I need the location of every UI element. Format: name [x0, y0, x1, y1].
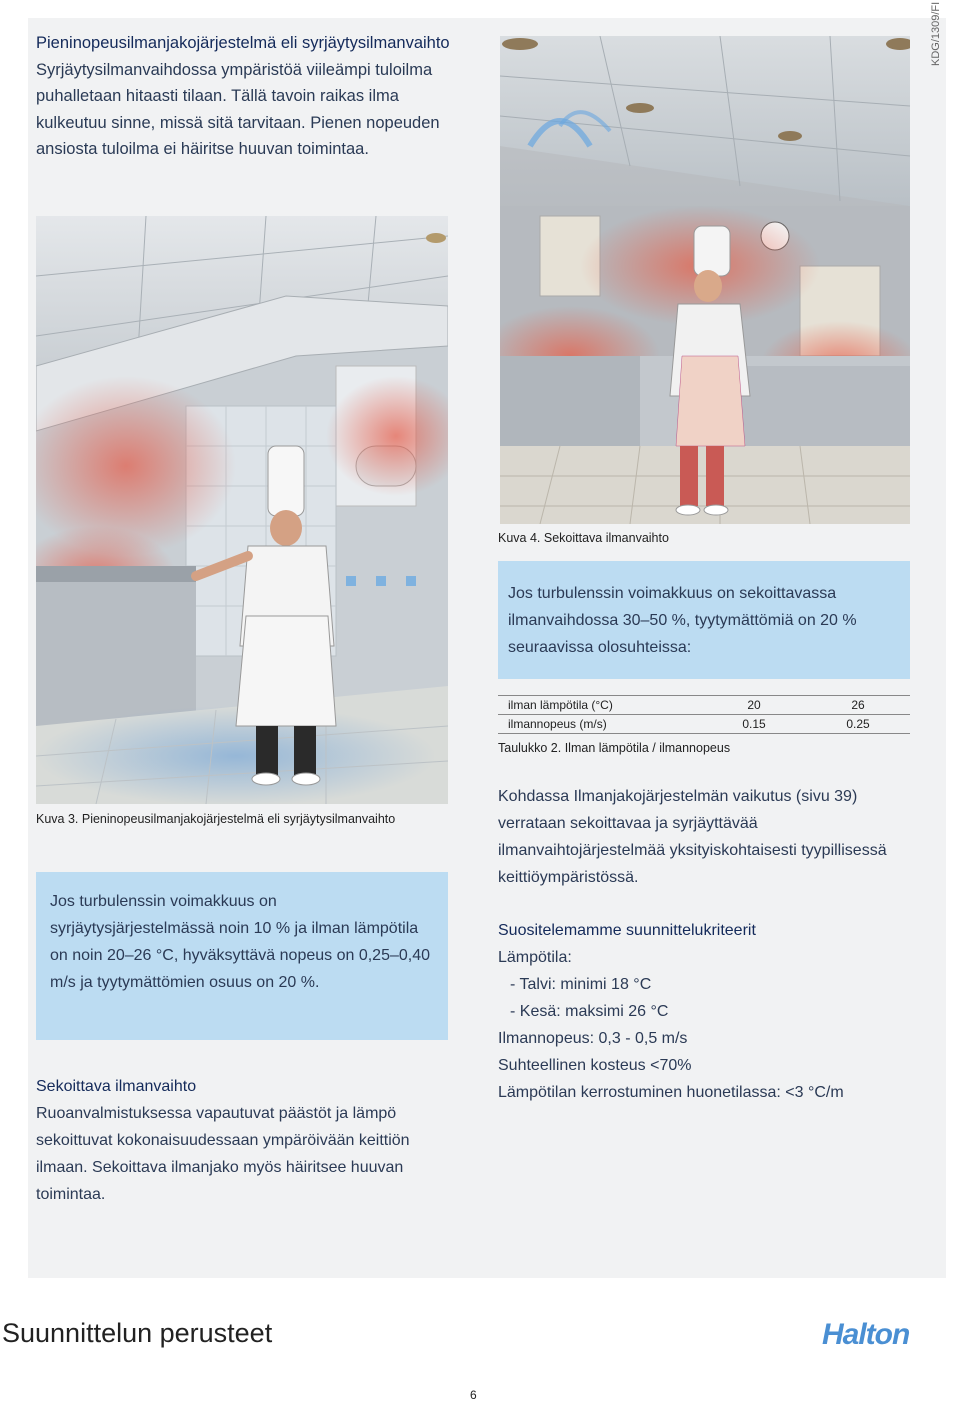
criteria-section	[498, 917, 918, 1106]
intro-body: Syrjäytysilmanvaihdossa ympäristöä viileämpi tuloilma puhalletaan hitaasti tilaan. Tällä tavoin raikas ilma kulkeutuu sinne, missä sitä tarvitaan. Pienen nopeuden ansiosta tuloilma ei häiritse huuvan toimintaa.	[36, 60, 440, 158]
page-number: 6	[470, 1388, 477, 1402]
left-info-box	[36, 872, 448, 1040]
table-2-caption: Taulukko 2. Ilman lämpötila / ilmannopeus	[498, 741, 731, 755]
criteria-line: Suhteellinen kosteus <70%	[498, 1057, 692, 1074]
table-cell-value: 20	[702, 696, 806, 715]
table-cell-value: 0.15	[702, 715, 806, 734]
right-info-box	[498, 561, 910, 679]
table-cell-label: ilman lämpötila (°C)	[498, 696, 702, 715]
table-cell-label: ilmannopeus (m/s)	[498, 715, 702, 734]
halton-logo: Halton	[822, 1318, 910, 1351]
table-row	[498, 696, 910, 715]
criteria-line: Lämpötilan kerrostuminen huonetilassa: <3 °C/m	[498, 1084, 844, 1101]
footer-title: Suunnittelun perusteet	[2, 1318, 273, 1348]
intro-section	[36, 30, 466, 163]
figure-3-caption: Kuva 3. Pieninopeusilmanjakojärjestelmä eli syrjäytysilmanvaihto	[36, 812, 396, 826]
figure-3-image	[36, 216, 448, 804]
mixing-section	[36, 1073, 436, 1208]
criteria-line: Ilmannopeus: 0,3 - 0,5 m/s	[498, 1030, 688, 1047]
document-code: KDG/1309/FI	[930, 1, 942, 66]
table-cell-value: 26	[806, 696, 910, 715]
criteria-line: Lämpötila:	[498, 949, 572, 966]
table-cell-value: 0.25	[806, 715, 910, 734]
figure-4-caption: Kuva 4. Sekoittava ilmanvaihto	[498, 531, 669, 545]
right-text: Kohdassa Ilmanjakojärjestelmän vaikutus (sivu 39) verrataan sekoittavaa ja syrjäyttävää ilmanvaihtojärjestelmää yksityiskohtaisesti tyypillisessä keittiöympäristössä.	[498, 788, 887, 886]
right-info-text: Jos turbulenssin voimakkuus on sekoittavassa ilmanvaihdossa 30–50 %, tyytymättömiä on 20 % seuraavissa olosuhteissa:	[508, 585, 857, 656]
table-row	[498, 715, 910, 734]
mixing-body: Ruoanvalmistuksessa vapautuvat päästöt ja lämpö sekoittuvat kokonaisuudessaan ympäröivään keittiön ilmaan. Sekoittava ilmanjako myös häiritsee huuvan toimintaa.	[36, 1105, 410, 1203]
intro-title: Pieninopeusilmanjakojärjestelmä eli syrjäytysilmanvaihto	[36, 34, 450, 52]
criteria-heading: Suositelemamme suunnittelukriteerit	[498, 922, 756, 939]
table-2	[498, 695, 910, 734]
left-info-text: Jos turbulenssin voimakkuus on syrjäytysjärjestelmässä noin 10 % ja ilman lämpötila on noin 20–26 °C, hyväksyttävä nopeus on 0,25–0,40 m/s ja tyytymättömien osuus on 20 %.	[50, 893, 431, 991]
mixing-heading: Sekoittava ilmanvaihto	[36, 1078, 197, 1095]
criteria-line: - Kesä: maksimi 26 °C	[510, 1003, 669, 1020]
figure-4-image	[500, 36, 910, 524]
criteria-line: - Talvi: minimi 18 °C	[510, 976, 652, 993]
